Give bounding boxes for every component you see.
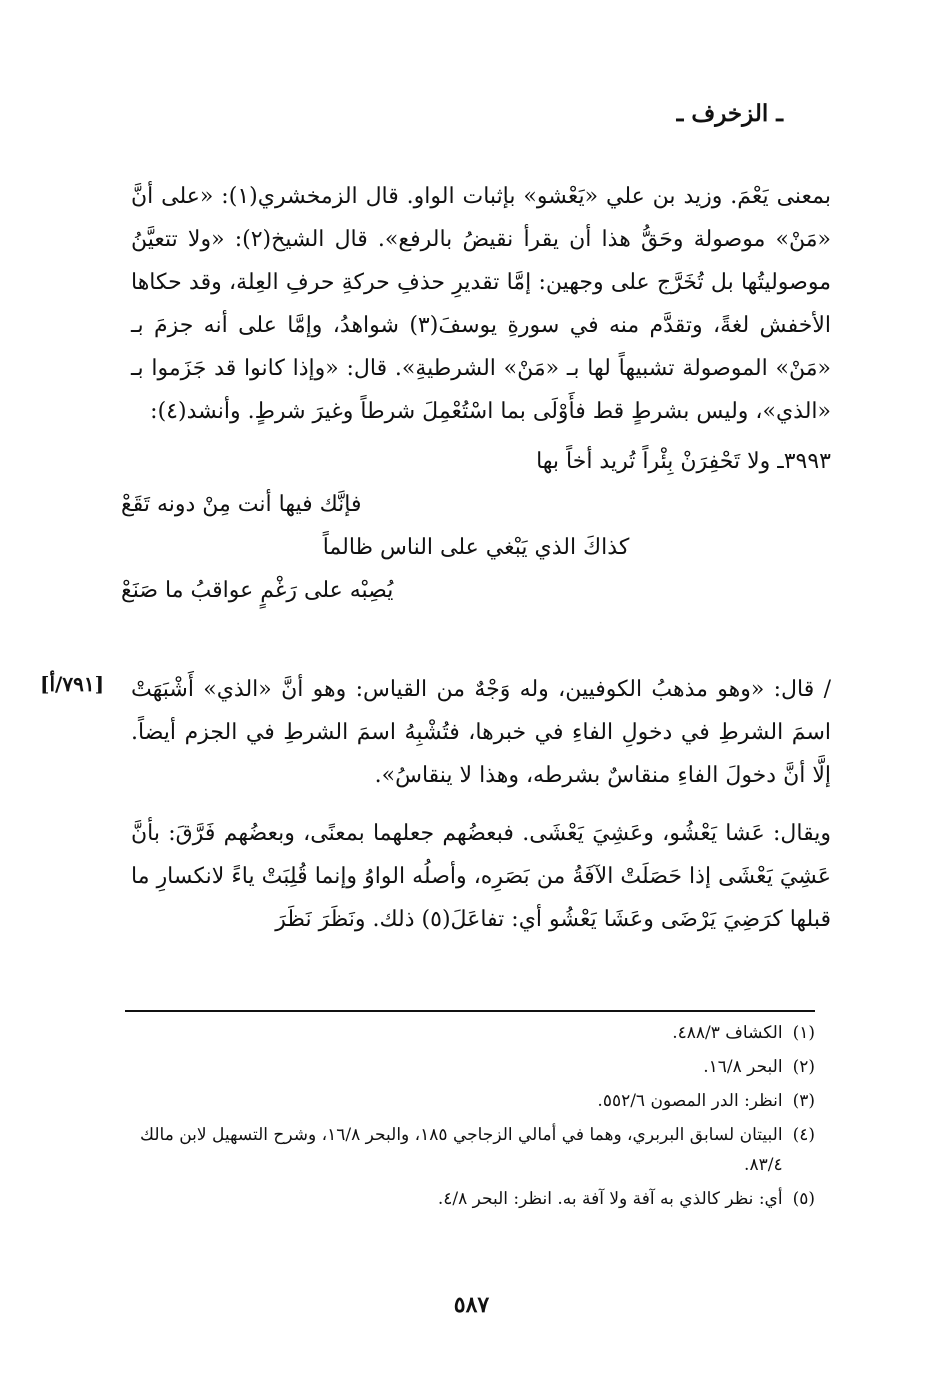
poem-line-3 (121, 526, 831, 569)
footnotes (125, 1018, 815, 1218)
poem-line-1 (121, 440, 831, 483)
footnote-text: أي: نظر كالذي به آفة ولا آفة به. انظر: البحر ٤/٨. (437, 1189, 783, 1209)
footnote-number: (٤) (792, 1125, 815, 1145)
footnote-text: الكشاف ٤٨٨/٣. (672, 1023, 783, 1043)
poem-line-4 (121, 569, 831, 612)
footnote-4 (125, 1120, 815, 1180)
footnote-number: (٣) (792, 1091, 815, 1111)
page-number: ٥٨٧ (453, 1292, 490, 1318)
footnote-number: (٥) (792, 1189, 815, 1209)
footnote-number: (٢) (792, 1057, 815, 1077)
footnote-3 (125, 1086, 815, 1116)
paragraph-2: / قال: «وهو مذهبُ الكوفيين، وله وَجْهٌ من القياس: وهو أنَّ «الذي» أَشْبَهَتْ اسمَ الشرطِ في دخولِ الفاءِ في خبرها، فتُشْبِهُ اسمَ الشرطِ في الجزم أيضاً. إلَّا أنَّ دخولَ الفاءِ منقاسٌ بشرطه، وهذا لا ينقاسُ». (131, 677, 831, 788)
footnote-1 (125, 1018, 815, 1048)
poem-verse-2: فإنَّك فيها أنت مِنْ دونه تَقَعْ (121, 492, 362, 517)
footnote-5 (125, 1184, 815, 1214)
poem (121, 440, 831, 612)
paragraph-1: بمعنى يَعْمَ. وزيد بن علي «يَعْشو» بإثبات الواو. قال الزمخشري(١): «على أنَّ «مَنْ» موصولة وحَقُّ هذا أن يقرأ نقيضُ بالرفع». قال الشيخ(٢): «ولا تتعيَّنُ موصوليتُها بل تُخَرَّج على وجهين: إمَّا تقديرِ حذفِ حركةِ حرفِ العِلة، وقد حكاها الأخفش لغةً، وتقدَّم منه في سورةِ يوسفَ(٣) شواهدُ، وإمَّا على أنه جزمَ بـ «مَنْ» الموصولة تشبيهاً لها بـ «مَنْ» الشرطيةِ». قال: «وإذا كانوا قد جَزَموا بـ «الذي»، وليس بشرطٍ قط فأَوْلَى بما اسْتُعْمِلَ شرطاً وغيرَ شرطٍ. وأنشد(٤): (131, 184, 832, 424)
footnote-divider (125, 1010, 815, 1012)
paragraph-3: ويقال: عَشا يَعْشُو، وعَشِيَ يَعْشَى. فبعضُهم جعلهما بمعنًى، وبعضُهم فَرَّقَ: بأنَّ عَشِيَ يَعْشَى إذا حَصَلَتْ الآفَةُ من بَصَرِه، وأصلُه الواوُ وإنما قُلِبَتْ ياءً لانكسارِ ما قبلها كرَضِيَ يَرْضَى وعَشَا يَعْشُو أي: تفاعَلَ(٥) ذلك. ونَظَرَ نَظَرَ (131, 821, 831, 932)
running-header: ـ الزخرف ـ (676, 100, 783, 127)
footnote-2 (125, 1052, 815, 1082)
poem-verse-4: يُصِبْه على رَغْمٍ عواقبُ ما صَنَعْ (121, 578, 394, 603)
poem-verse-1: ولا تَحْفِرَنْ بِئْراً تُريد أخاً بها (536, 449, 771, 474)
manuscript-page-ref: [٧٩١/أ] (40, 672, 105, 696)
poem-verse-3: كذاكَ الذي يَبْغي على الناس ظالماً (322, 535, 630, 560)
footnote-text: البيتان لسابق البربري، وهما في أمالي الزجاجي ١٨٥، والبحر ١٦/٨، وشرح التسهيل لابن مالك ٨٣/٤. (140, 1125, 783, 1175)
poem-number: ٣٩٩٣ـ (777, 449, 831, 474)
footnote-number: (١) (792, 1023, 815, 1043)
footnote-text: انظر: الدر المصون ٥٥٢/٦. (597, 1091, 783, 1111)
footnote-text: البحر ١٦/٨. (703, 1057, 783, 1077)
poem-line-2 (121, 483, 831, 526)
